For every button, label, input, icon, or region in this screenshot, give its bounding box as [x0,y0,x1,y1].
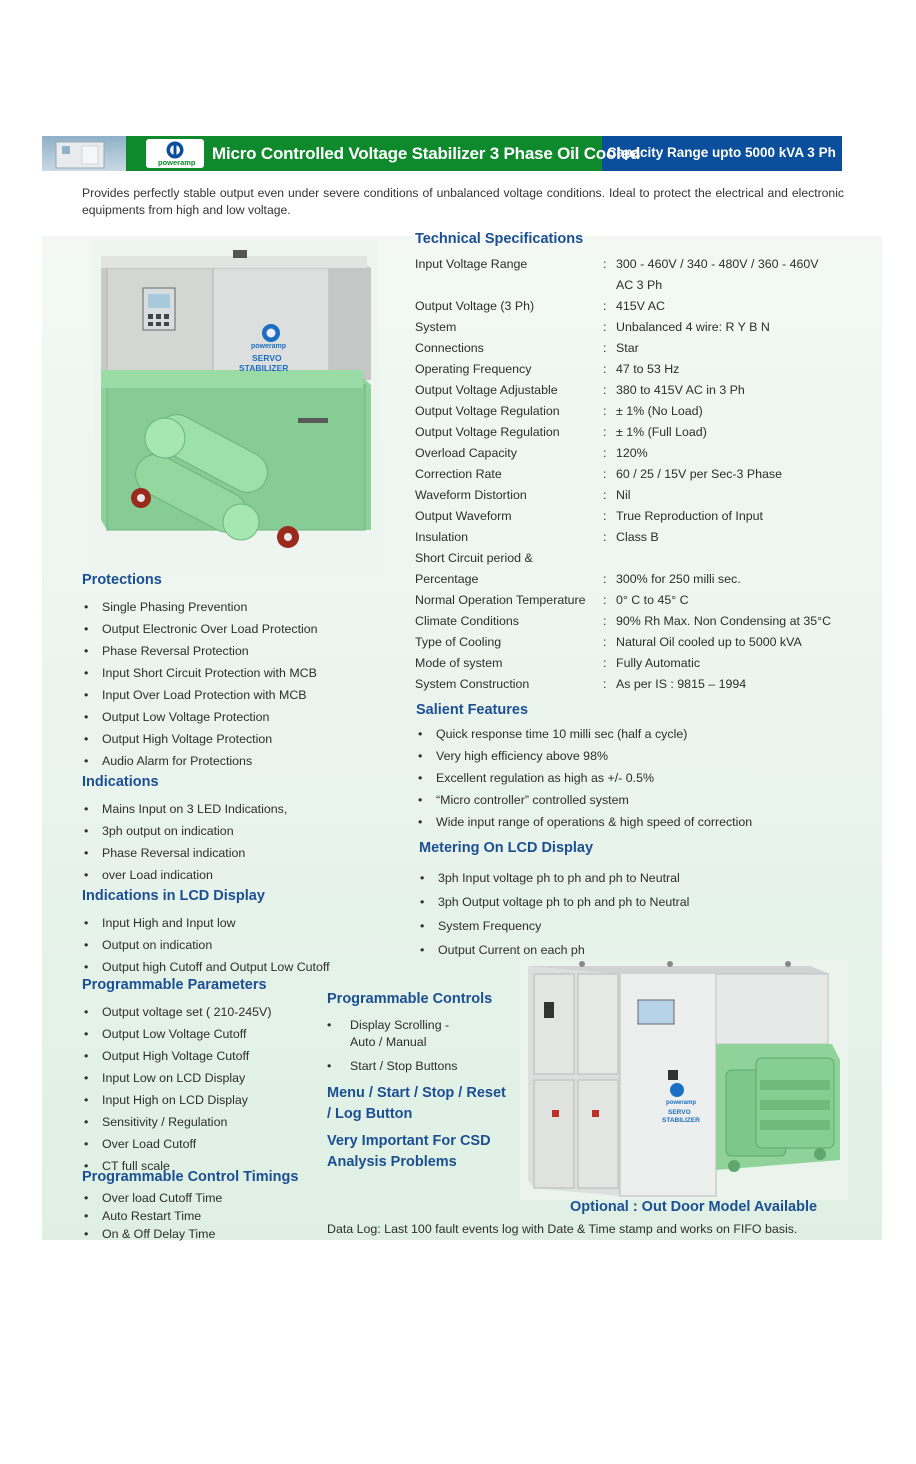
outdoor-label-line1: SERVO [668,1109,691,1116]
spec-value: Natural Oil cooled up to 5000 kVA [616,635,802,649]
spec-value: 300 - 460V / 340 - 480V / 360 - 460V [616,257,819,271]
spec-value-continued: AC 3 Ph [616,278,663,292]
spec-label: Short Circuit period & [415,551,533,565]
spec-separator: : [603,509,607,523]
menu-heading [327,1083,506,1125]
salient-features-heading: Salient Features [416,702,529,718]
intro-text: Provides perfectly stable output even under severe conditions of unbalanced voltage conditions. Ideal to protect the electrical and electronic equipments from high and low voltage. [82,186,844,217]
spec-value: ± 1% (No Load) [616,404,703,418]
spec-label: Normal Operation Temperature [415,593,586,607]
spec-separator: : [603,299,607,313]
list-item: • Sensitivity / Regulation [82,1111,271,1133]
programmable-parameters-list [82,1001,271,1177]
page-title: Micro Controlled Voltage Stabilizer 3 Phase Oil Cooled [212,144,641,163]
spec-label: System [415,320,457,334]
list-item: • Output High Voltage Protection [82,728,318,750]
list-item [327,1017,457,1051]
product-image-indoor [93,240,378,575]
spec-value: ± 1% (Full Load) [616,425,707,439]
list-item [327,1058,457,1075]
bullet: • [327,1018,332,1032]
list-item: • Output on indication [82,934,330,956]
spec-value: 60 / 25 / 15V per Sec-3 Phase [616,467,783,481]
list-item: • System Frequency [418,914,689,938]
spec-label: Insulation [415,530,469,544]
spec-label: System Construction [415,677,530,691]
list-item: • Output Low Voltage Protection [82,706,318,728]
stabilizer-thumbnail-icon [42,136,126,171]
spec-separator: : [603,425,607,439]
protections-list [82,596,318,772]
spec-value: 0° C to 45° C [616,593,689,607]
spec-value: 90% Rh Max. Non Condensing at 35°C [616,614,832,628]
csd-heading-line2: Analysis Problems [327,1154,457,1170]
spec-value: True Reproduction of Input [616,509,763,523]
spec-separator: : [603,320,607,334]
list-item: • Audio Alarm for Protections [82,750,318,772]
spec-separator: : [603,404,607,418]
spec-separator: : [603,257,607,271]
list-item: • Excellent regulation as high as +/- 0.5% [416,767,752,789]
list-item: • Input Short Circuit Protection with MCB [82,662,318,684]
spec-label: Output Waveform [415,509,512,523]
menu-heading-line1: Menu / Start / Stop / Reset [327,1085,506,1101]
indications-heading: Indications [82,774,159,790]
spec-separator: : [603,488,607,502]
list-item: • Over Load Cutoff [82,1133,271,1155]
spec-label: Overload Capacity [415,446,517,460]
list-item: • over Load indication [82,864,287,886]
spec-label: Input Voltage Range [415,257,528,271]
spec-value: 120% [616,446,648,460]
csd-heading [327,1131,491,1173]
product-image-outdoor [520,960,848,1200]
list-item: • Output voltage set ( 210-245V) [82,1001,271,1023]
cabinet-label-line2: STABILIZER [239,363,289,373]
indications-list [82,798,287,886]
list-item: • Output High Voltage Cutoff [82,1045,271,1067]
spec-separator: : [603,383,607,397]
stabilizer-indoor-illustration [93,240,378,575]
spec-label: Mode of system [415,656,503,670]
spec-value: As per IS : 9815 – 1994 [616,677,747,691]
technical-specifications-heading: Technical Specifications [415,231,584,247]
capacity-range: Capacity Range upto 5000 kVA 3 Ph [607,145,836,160]
controls-item-line2: Auto / Manual [350,1035,427,1049]
spec-value: Class B [616,530,659,544]
spec-label: Output Voltage Regulation [415,404,560,418]
menu-heading-line2: / Log Button [327,1106,413,1122]
lcd-indications-list [82,912,330,978]
list-item: • On & Off Delay Time [82,1225,222,1243]
list-item: • Output Current on each ph [418,938,689,962]
list-item: • Phase Reversal indication [82,842,287,864]
controls-item-start-stop: Start / Stop Buttons [350,1059,458,1073]
logo-text: poweramp [158,158,196,167]
spec-value: 415V AC [616,299,665,313]
csd-heading-line1: Very Important For CSD [327,1133,491,1149]
outdoor-cabinet-brand: poweramp [666,1100,697,1106]
outdoor-label-line2: STABILIZER [662,1117,700,1124]
header-product-thumbnail [42,136,126,171]
list-item: • Output Low Voltage Cutoff [82,1023,271,1045]
list-item: • Single Phasing Prevention [82,596,318,618]
spec-value: 380 to 415V AC in 3 Ph [616,383,745,397]
spec-value: 47 to 53 Hz [616,362,680,376]
spec-value: 300% for 250 milli sec. [616,572,741,586]
list-item: • Input High and Input low [82,912,330,934]
spec-label: Connections [415,341,484,355]
spec-label: Output Voltage Regulation [415,425,560,439]
spec-value: Unbalanced 4 wire: R Y B N [616,320,770,334]
list-item: • 3ph Input voltage ph to ph and ph to Neutral [418,866,689,890]
list-item: • Output Electronic Over Load Protection [82,618,318,640]
spec-label: Output Voltage (3 Ph) [415,299,535,313]
list-item: • Mains Input on 3 LED Indications, [82,798,287,820]
spec-value: Star [616,341,639,355]
list-item: • CT full scale [82,1155,271,1177]
list-item: • 3ph output on indication [82,820,287,842]
programmable-parameters-heading: Programmable Parameters [82,977,267,993]
protections-heading: Protections [82,572,162,588]
list-item: • “Micro controller” controlled system [416,789,752,811]
cabinet-label-line1: SERVO [252,353,282,363]
list-item: • 3ph Output voltage ph to ph and ph to Neutral [418,890,689,914]
control-timings-heading: Programmable Control Timings [82,1169,299,1185]
list-item: • Very high efficiency above 98% [416,745,752,767]
controls-item-line1: Display Scrolling - [350,1018,450,1032]
data-log-note: Data Log: Last 100 fault events log with Date & Time stamp and works on FIFO basis. [327,1222,798,1236]
spec-value: Fully Automatic [616,656,701,670]
stabilizer-outdoor-illustration [520,960,848,1200]
list-item: • Phase Reversal Protection [82,640,318,662]
spec-separator: : [603,593,607,607]
programmable-controls-list [327,1017,457,1075]
optional-outdoor-note: Optional : Out Door Model Available [570,1199,818,1215]
spec-separator: : [603,635,607,649]
spec-separator: : [603,467,607,481]
spec-separator: : [603,614,607,628]
programmable-controls-heading: Programmable Controls [327,991,493,1007]
control-timings-list [82,1189,222,1243]
spec-label: Operating Frequency [415,362,532,376]
spec-label: Output Voltage Adjustable [415,383,558,397]
spec-separator: : [603,341,607,355]
spec-label: Waveform Distortion [415,488,527,502]
cabinet-brand: poweramp [251,343,287,350]
spec-separator: : [603,530,607,544]
list-item: • Wide input range of operations & high speed of correction [416,811,752,833]
list-item: • Auto Restart Time [82,1207,222,1225]
spec-separator: : [603,572,607,586]
metering-heading: Metering On LCD Display [419,840,594,856]
spec-value: Nil [616,488,631,502]
brand-logo [146,139,204,168]
spec-separator: : [603,656,607,670]
list-item: • Input High on LCD Display [82,1089,271,1111]
salient-features-list [416,723,752,833]
metering-list [418,866,689,962]
spec-label: Type of Cooling [415,635,502,649]
list-item: • Over load Cutoff Time [82,1189,222,1207]
list-item: • Quick response time 10 milli sec (half a cycle) [416,723,752,745]
spec-label-continued: Percentage [415,572,479,586]
spec-separator: : [603,677,607,691]
spec-label: Climate Conditions [415,614,519,628]
spec-label: Correction Rate [415,467,502,481]
spec-separator: : [603,362,607,376]
lcd-indications-heading: Indications in LCD Display [82,888,265,904]
spec-separator: : [603,446,607,460]
list-item: • Input Low on LCD Display [82,1067,271,1089]
list-item: • Input Over Load Protection with MCB [82,684,318,706]
list-item: • Output high Cutoff and Output Low Cutoff [82,956,330,978]
bullet: • [327,1059,332,1073]
